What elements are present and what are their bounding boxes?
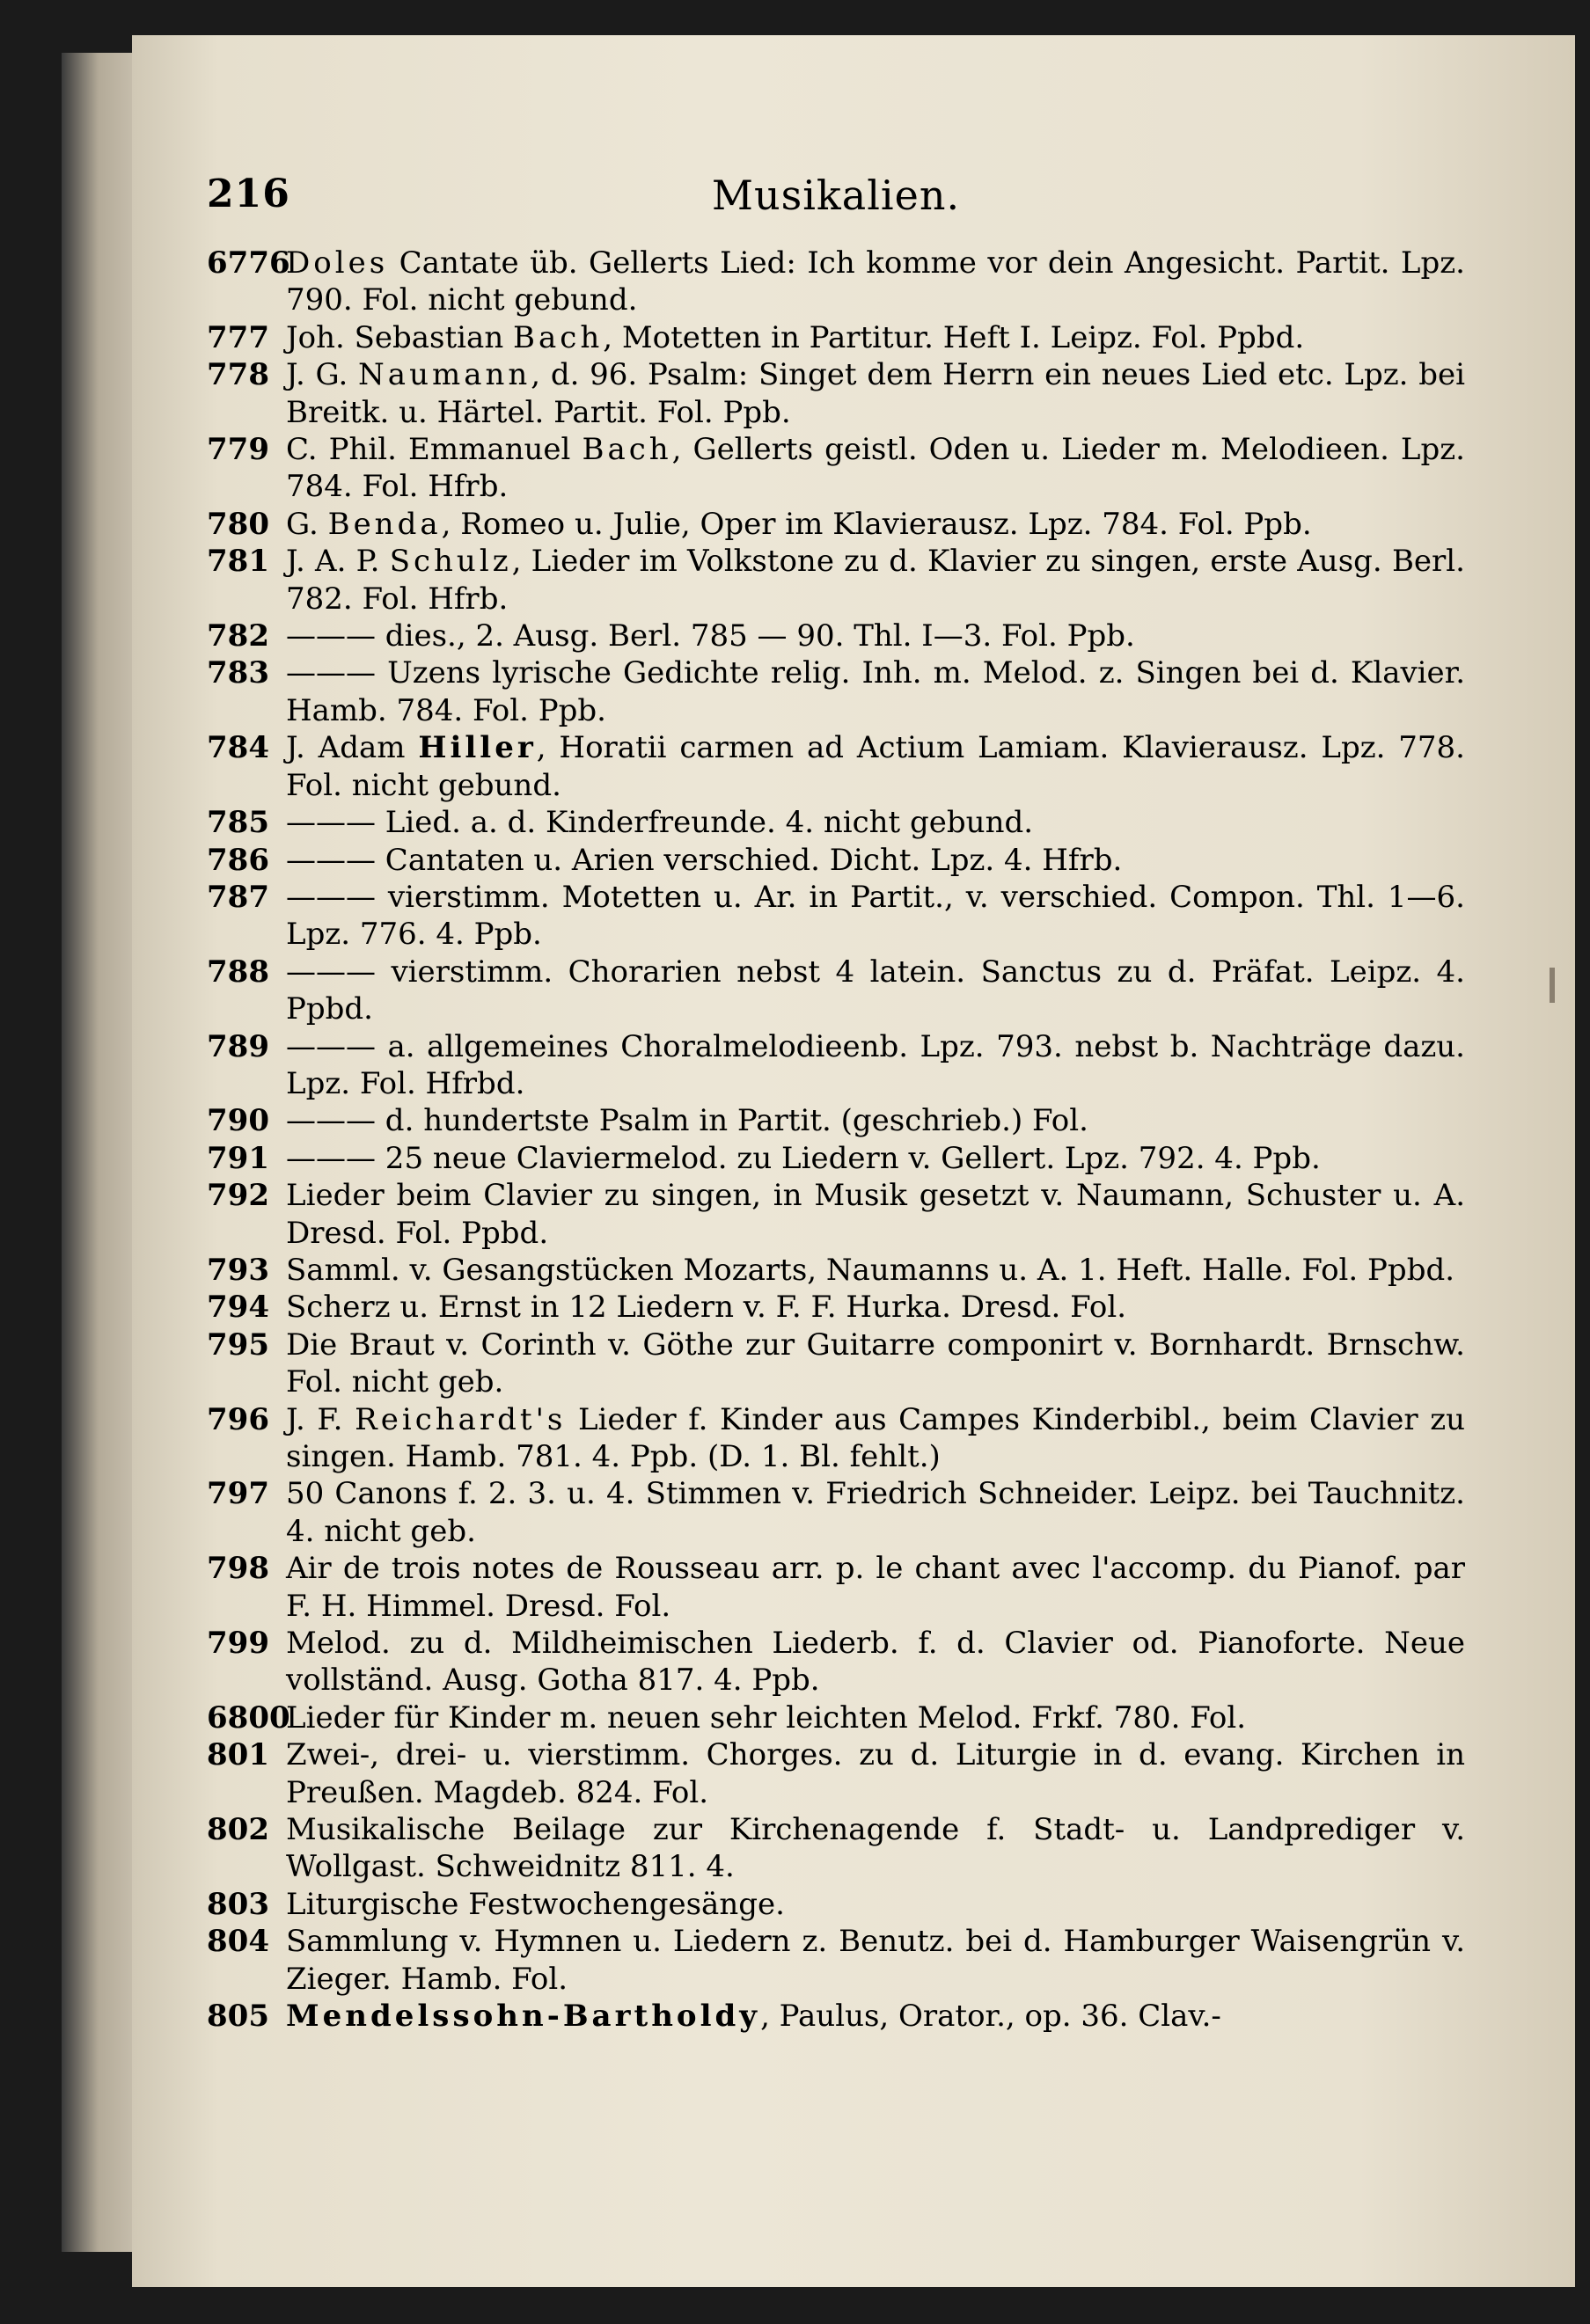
entry-text: [286, 1029, 1465, 1101]
catalog-entry: [207, 1625, 1465, 1699]
entry-number: 805: [207, 1999, 269, 2035]
entry-text-segment: ——— Uzens lyrische Gedichte relig. Inh. m. Melod. z. Singen bei d. Klavier. Hamb. 784. Fol. Ppb.: [286, 655, 1465, 728]
catalog-entry: [207, 879, 1465, 954]
entry-author: Schulz: [389, 544, 512, 580]
entry-text-segment: Die Braut v. Corinth v. Göthe zur Guitarre componirt v. Bornhardt. Brnschw. Fol. nicht geb.: [286, 1326, 1465, 1400]
entry-text-segment: ——— dies., 2. Ausg. Berl. 785 — 90. Thl. I—3. Fol. Ppb.: [286, 618, 1135, 654]
entry-text-segment: ——— 25 neue Claviermelod. zu Liedern v. Gellert. Lpz. 792. 4. Ppb.: [286, 1140, 1321, 1176]
entry-text: [286, 1327, 1465, 1400]
entry-text: [286, 843, 1122, 878]
entry-number: 799: [207, 1626, 269, 1662]
entry-text-segment: Air de trois notes de Rousseau arr. p. le chant avec l'accomp. du Pianof. par F. H. Himmel. Dresd. Fol.: [286, 1551, 1465, 1624]
entry-number: 801: [207, 1737, 269, 1773]
entry-text-segment: J. G.: [286, 357, 359, 393]
entry-text: [286, 954, 1465, 1027]
entry-text: [286, 880, 1465, 952]
entry-text: [286, 1551, 1465, 1623]
entry-text: [286, 1626, 1465, 1698]
entry-text-segment: Melod. zu d. Mildheimischen Liederb. f. d. Clavier od. Pianoforte. Neue vollständ. Ausg. Gotha 817. 4. Ppb.: [286, 1626, 1465, 1699]
entry-text-segment: , Motetten in Partitur. Heft I. Leipz. Fol. Ppbd.: [603, 319, 1305, 355]
entry-text: [286, 1402, 1465, 1474]
catalog-entry: [207, 654, 1465, 729]
entry-text: [286, 1103, 1088, 1138]
entry-text: [286, 1700, 1246, 1736]
entry-text-segment: Sammlung v. Hymnen u. Liedern z. Benutz. bei d. Hamburger Waisengrün v. Zieger. Hamb. Fol.: [286, 1924, 1465, 1997]
catalog-entry: [207, 1923, 1465, 1998]
entry-text-segment: , d. 96. Psalm: Singet dem Herrn ein neues Lied etc. Lpz. bei Breitk. u. Härtel. Partit. Fol. Ppb.: [286, 357, 1465, 430]
entry-number: 6776: [207, 245, 290, 281]
entry-number: 778: [207, 357, 269, 393]
entry-number: 788: [207, 954, 269, 990]
catalog-entry: [207, 1028, 1465, 1103]
entry-text: [286, 1178, 1465, 1250]
entry-text-segment: ——— Cantaten u. Arien verschied. Dicht. Lpz. 4. Hfrb.: [286, 842, 1123, 878]
catalog-entry: [207, 543, 1465, 618]
catalog-entry: [207, 954, 1465, 1028]
entry-number: 796: [207, 1401, 269, 1437]
entry-number: 786: [207, 842, 269, 878]
entry-text: [286, 1887, 785, 1922]
entry-text: [286, 1476, 1465, 1548]
entry-text: [286, 1812, 1465, 1884]
entry-number: 794: [207, 1290, 269, 1326]
catalog-entry: [207, 1102, 1465, 1139]
entry-text: [286, 544, 1465, 616]
catalog-entry: [207, 1998, 1465, 2035]
catalog-entry: [207, 1140, 1465, 1177]
entry-text: [286, 432, 1465, 504]
entry-text-segment: J. F.: [286, 1401, 355, 1437]
catalog-entry: [207, 319, 1465, 356]
catalog-entry: [207, 1699, 1465, 1736]
catalog-entry: [207, 356, 1465, 431]
entry-number: 780: [207, 506, 269, 542]
entry-text-segment: ——— a. allgemeines Choralmelodieenb. Lpz. 793. nebst b. Nachträge dazu. Lpz. Fol. Hfrbd.: [286, 1028, 1465, 1101]
catalog-entry: [207, 804, 1465, 841]
entry-text-segment: ——— Lied. a. d. Kinderfreunde. 4. nicht gebund.: [286, 805, 1034, 841]
catalog-entry: [207, 1177, 1465, 1252]
entry-text: [286, 618, 1135, 654]
catalog-entry: [207, 1811, 1465, 1886]
entry-number: 783: [207, 655, 269, 691]
entry-author: Bach: [513, 319, 604, 355]
page-header: [207, 172, 1465, 233]
entry-number: 803: [207, 1886, 269, 1922]
entry-text: [286, 357, 1465, 429]
entry-number: 793: [207, 1252, 269, 1288]
entry-text: [286, 655, 1465, 727]
entry-text-segment: Scherz u. Ernst in 12 Liedern v. F. F. Hurka. Dresd. Fol.: [286, 1290, 1127, 1326]
catalog-entry: [207, 1326, 1465, 1401]
entry-number: 779: [207, 432, 269, 468]
entry-number: 784: [207, 730, 269, 766]
entry-text-segment: , Gellerts geistl. Oden u. Lieder m. Melodieen. Lpz. 784. Fol. Hfrb.: [286, 432, 1465, 505]
catalog-entry: [207, 618, 1465, 654]
entry-author: Mendelssohn-Bartholdy: [286, 1999, 761, 2035]
catalog-entry: [207, 245, 1465, 319]
entry-text-segment: Liturgische Festwochengesänge.: [286, 1886, 785, 1922]
catalog-entry: [207, 1289, 1465, 1326]
catalog-entry: [207, 1886, 1465, 1923]
catalog-entry: [207, 1475, 1465, 1550]
catalog-entries: [207, 245, 1465, 2035]
entry-author: Benda: [327, 506, 442, 542]
page-marker: [1550, 968, 1555, 1003]
entry-text: [286, 1290, 1126, 1325]
entry-text-segment: Musikalische Beilage zur Kirchenagende f. Stadt- u. Landprediger v. Wollgast. Schweidnitz 811. 4.: [286, 1812, 1465, 1885]
catalog-entry: [207, 1401, 1465, 1476]
entry-number: 789: [207, 1028, 269, 1064]
catalog-entry: [207, 1550, 1465, 1625]
entry-text: [286, 1141, 1321, 1176]
entry-text-segment: 50 Canons f. 2. 3. u. 4. Stimmen v. Friedrich Schneider. Leipz. bei Tauchnitz. 4. nicht geb.: [286, 1476, 1465, 1549]
entry-text: [286, 507, 1312, 542]
entry-number: 6800: [207, 1699, 290, 1736]
entry-text-segment: Cantate üb. Gellerts Lied: Ich komme vor dein Angesicht. Partit. Lpz. 790. Fol. nicht gebund.: [286, 245, 1465, 318]
entry-author: Naumann: [358, 357, 531, 393]
entry-text-segment: Joh. Sebastian: [286, 319, 514, 355]
entry-text-segment: , Lieder im Volkstone zu d. Klavier zu singen, erste Ausg. Berl. 782. Fol. Hfrb.: [286, 544, 1465, 617]
entry-text: [286, 1253, 1454, 1288]
page-number: 216: [207, 172, 290, 216]
entry-number: 802: [207, 1812, 269, 1848]
entry-number: 790: [207, 1103, 269, 1139]
entry-number: 791: [207, 1140, 269, 1176]
entry-text-segment: , Horatii carmen ad Actium Lamiam. Klavierausz. Lpz. 778. Fol. nicht gebund.: [286, 730, 1465, 803]
entry-text-segment: Lieder beim Clavier zu singen, in Musik gesetzt v. Naumann, Schuster u. A. Dresd. Fol. Ppbd.: [286, 1178, 1465, 1251]
catalog-entry: [207, 431, 1465, 506]
entry-number: 777: [207, 319, 269, 355]
catalog-entry: [207, 729, 1465, 804]
catalog-entry: [207, 506, 1465, 543]
entry-author: Bach: [582, 432, 672, 468]
catalog-entry: [207, 1736, 1465, 1811]
entry-text: [286, 1999, 1221, 2034]
entry-text-segment: Lieder f. Kinder aus Campes Kinderbibl., beim Clavier zu singen. Hamb. 781. 4. Ppb. (D. 1. Bl. fehlt.): [286, 1401, 1466, 1474]
entry-number: 782: [207, 618, 269, 654]
entry-author: Reichardt's: [355, 1401, 567, 1437]
entry-text-segment: Zwei-, drei- u. vierstimm. Chorges. zu d. Liturgie in d. evang. Kirchen in Preußen. Magdeb. 824. Fol.: [286, 1737, 1465, 1810]
entry-text-segment: G.: [286, 506, 328, 542]
entry-text: [286, 1924, 1465, 1996]
entry-text: [286, 805, 1033, 840]
catalog-entry: [207, 1252, 1465, 1289]
entry-number: 798: [207, 1551, 269, 1587]
entry-number: 795: [207, 1326, 269, 1363]
entry-text-segment: C. Phil. Emmanuel: [286, 432, 583, 468]
entry-text: [286, 245, 1465, 318]
entry-number: 804: [207, 1924, 269, 1960]
entry-text: [286, 320, 1304, 355]
entry-number: 781: [207, 544, 269, 580]
entry-number: 797: [207, 1476, 269, 1512]
entry-number: 787: [207, 879, 269, 915]
entry-number: 792: [207, 1178, 269, 1214]
entry-author: Hiller: [418, 730, 537, 766]
entry-text-segment: , Paulus, Orator., op. 36. Clav.-: [760, 1999, 1221, 2035]
entry-text-segment: ——— vierstimm. Chorarien nebst 4 latein. Sanctus zu d. Präfat. Leipz. 4. Ppbd.: [286, 954, 1465, 1027]
entry-text: [286, 1737, 1465, 1809]
entry-author: Doles: [286, 245, 389, 281]
entry-text-segment: J. A. P.: [286, 544, 390, 580]
entry-text-segment: Samml. v. Gesangstücken Mozarts, Naumanns u. A. 1. Heft. Halle. Fol. Ppbd.: [286, 1252, 1455, 1288]
entry-text-segment: J. Adam: [286, 730, 419, 766]
entry-text-segment: ——— d. hundertste Psalm in Partit. (geschrieb.) Fol.: [286, 1103, 1088, 1139]
entry-text-segment: Lieder für Kinder m. neuen sehr leichten Melod. Frkf. 780. Fol.: [286, 1699, 1247, 1736]
entry-number: 785: [207, 805, 269, 841]
catalog-entry: [207, 842, 1465, 879]
entry-text: [286, 730, 1465, 802]
page-title: Musikalien.: [711, 172, 961, 219]
entry-text-segment: , Romeo u. Julie, Oper im Klavierausz. Lpz. 784. Fol. Ppb.: [441, 506, 1312, 542]
entry-text-segment: ——— vierstimm. Motetten u. Ar. in Partit., v. verschied. Compon. Thl. 1—6. Lpz. 776. 4. Ppb.: [286, 879, 1465, 953]
